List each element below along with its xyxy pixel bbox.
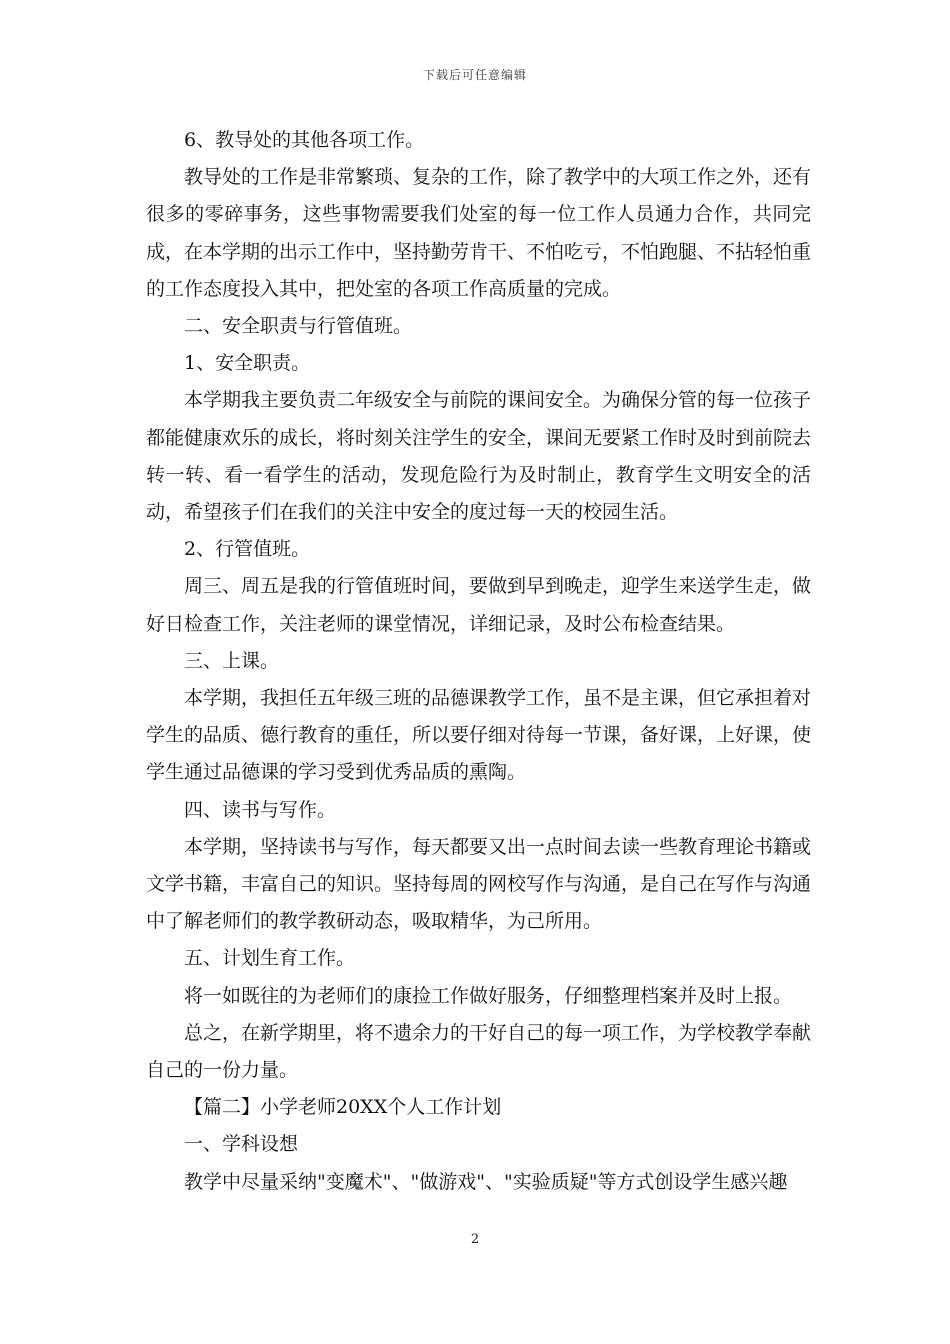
- section-heading: 一、学科设想: [184, 1133, 299, 1156]
- subsection-heading: 1、安全职责。: [184, 352, 311, 375]
- paragraph: 教学中尽量采纳"变魔术"、"做游戏"、"实验质疑"等方式创设学生感兴趣: [184, 1170, 788, 1193]
- section-heading: 四、读书与写作。: [184, 798, 337, 821]
- paragraph: 本学期我主要负责二年级安全与前院的课间安全。为确保分管的每一位孩子都能健康欢乐的成长，将时刻关注学生的安全，课间无要紧工作时及时到前院去转一转、看一看学生的活动，发现危险行为及时制止，教育学生文明安全的活动，希望孩子们在我们的关注中安全的度过每一天的校园生活。: [146, 389, 812, 524]
- section-heading: 五、计划生育工作。: [184, 947, 356, 970]
- page-number: 2: [470, 1232, 480, 1247]
- paragraph: 本学期，坚持读书与写作，每天都要又出一点时间去读一些教育理论书籍或文学书籍，丰富自己的知识。坚持每周的网校写作与沟通，是自己在写作与沟通中了解老师们的教学教研动态，吸取精华，为己所用。: [146, 835, 812, 933]
- paragraph: 总之，在新学期里，将不遗余力的干好自己的每一项工作，为学校教学奉献自己的一份力量。: [146, 1021, 812, 1082]
- paragraph: 本学期，我担任五年级三班的品德课教学工作，虽不是主课，但它承担着对学生的品质、德行教育的重任，所以要仔细对待每一节课，备好课，上好课，使学生通过品德课的学习受到优秀品质的熏陶。: [146, 687, 812, 784]
- paragraph: 6、教导处的其他各项工作。: [184, 129, 425, 151]
- document-body: [146, 122, 811, 1201]
- paragraph: 教导处的工作是非常繁琐、复杂的工作，除了教学中的大项工作之外，还有很多的零碎事务，这些事物需要我们处室的每一位工作人员通力合作，共同完成，在本学期的出示工作中，坚持勤劳肯干、不怕吃亏，不怕跑腿、不拈轻怕重的工作态度投入其中，把处室的各项工作高质量的完成。: [146, 166, 812, 300]
- page-header: 下载后可任意编辑: [422, 68, 527, 82]
- paragraph: 周三、周五是我的行管值班时间，要做到早到晚走，迎学生来送学生走，做好日检查工作，关注老师的课堂情况，详细记录，及时公布检查结果。: [146, 575, 812, 635]
- paragraph: 将一如既往的为老师们的康捡工作做好服务，仔细整理档案并及时上报。: [184, 984, 793, 1007]
- section-heading: 三、上课。: [184, 649, 280, 672]
- subsection-heading: 2、行管值班。: [184, 538, 311, 561]
- section-heading: 二、安全职责与行管值班。: [184, 315, 413, 338]
- article-title: 【篇二】小学老师20XX个人工作计划: [184, 1096, 502, 1119]
